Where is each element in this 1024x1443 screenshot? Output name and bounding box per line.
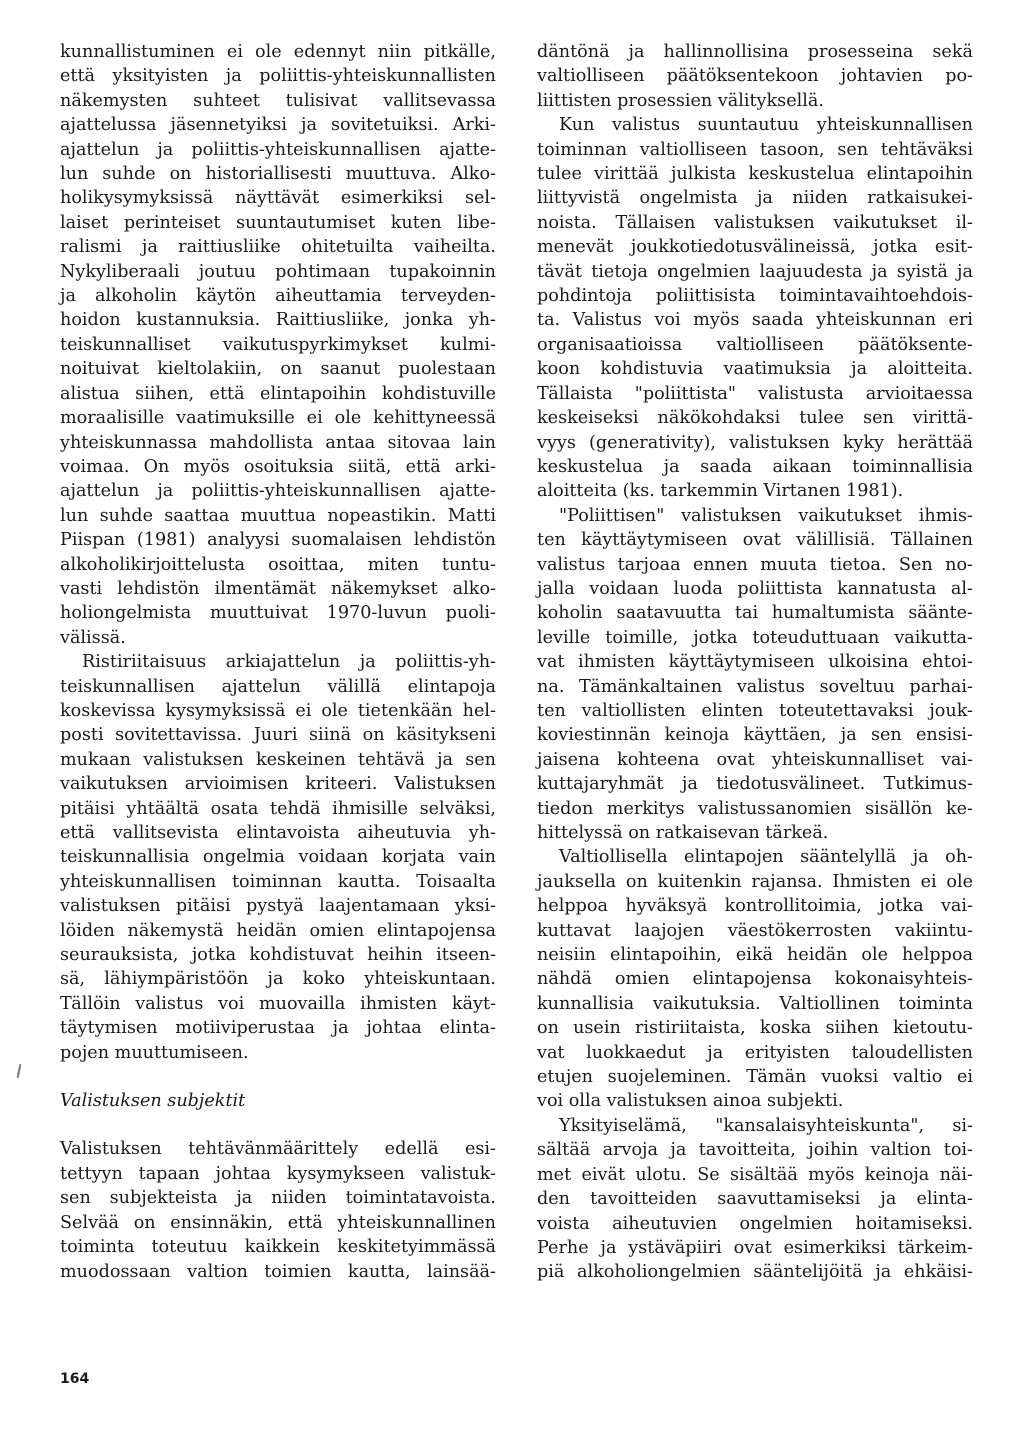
text-line: Perhe ja ystäväpiiri ovat esimerkiksi tärkeim- bbox=[537, 1237, 973, 1258]
text-line: teiskunnallisia ongelmia voidaan korjata vain bbox=[60, 847, 496, 868]
text-line: on usein ristiriitaista, koska siihen kietoutu- bbox=[537, 1018, 973, 1039]
text-line: jalla voidaan luoda poliittista kannatusta al- bbox=[537, 578, 973, 599]
text-line: den tavoitteiden saavuttamiseksi ja elinta- bbox=[537, 1189, 973, 1210]
text-line: Valtiollisella elintapojen sääntelyllä ja oh- bbox=[559, 847, 973, 868]
text-line: ten valtiollisten elinten toteutettavaksi jouk- bbox=[537, 700, 973, 721]
text-line: sen subjekteista ja niiden toimintatavoista. bbox=[60, 1188, 496, 1209]
text-line: jauksella on kuitenkin rajansa. Ihmisten ei ole bbox=[537, 871, 973, 892]
text-line: koholin saatavuutta tai humaltumista säänte- bbox=[537, 603, 973, 624]
text-line: koon kohdistuvia vaatimuksia ja aloitteita. bbox=[537, 359, 973, 380]
text-line: Yksityiselämä, "kansalaisyhteiskunta", si- bbox=[559, 1115, 973, 1136]
text-line: yhteiskunnallisen toiminnan kautta. Toisaalta bbox=[60, 871, 496, 892]
text-line: tiedon merkitys valistussanomien sisällön ke- bbox=[537, 798, 973, 819]
text-line: noista. Tällaisen valistuksen vaikutukset il- bbox=[537, 212, 973, 233]
text-line: valtiolliseen päätöksentekoon johtavien po- bbox=[537, 66, 973, 87]
text-line: toiminta toteutuu kaikkein keskitetyimmässä bbox=[60, 1237, 496, 1258]
text-line: liittisten prosessien välityksellä. bbox=[537, 90, 824, 111]
text-line: Nykyliberaali joutuu pohtimaan tupakoinnin bbox=[60, 261, 496, 282]
text-line: valistuksen pitäisi pystyä laajentamaan yksi- bbox=[60, 896, 496, 917]
text-line: ten käyttäytymiseen ovat välillisiä. Tällainen bbox=[537, 530, 973, 551]
text-line: jaisena kohteena ovat yhteiskunnalliset vai- bbox=[537, 749, 973, 770]
text-line: organisaatioissa valtiolliseen päätöksente- bbox=[537, 334, 973, 355]
right-paragraph-2 bbox=[537, 113, 973, 504]
text-line: alkoholikirjoittelusta osoittaa, miten tuntu- bbox=[60, 554, 496, 575]
text-line: liittyvistä ongelmista ja niiden ratkaisukei- bbox=[537, 188, 973, 209]
text-line: pojen muuttumiseen. bbox=[60, 1042, 249, 1063]
text-line: yhteiskunnassa mahdollista antaa sitovaa lain bbox=[60, 432, 496, 453]
text-line: lun suhde saattaa muuttua nopeastikin. Matti bbox=[60, 505, 496, 526]
text-line: kuttavat laajojen väestökerrosten vakiintu- bbox=[537, 920, 973, 941]
text-line: laiset perinteiset suuntautumiset kuten libe- bbox=[60, 212, 496, 233]
text-line: etujen suojeleminen. Tämän vuoksi valtio ei bbox=[537, 1067, 973, 1088]
text-line: noituivat kieltolakiin, on saanut puolestaan bbox=[60, 359, 496, 380]
text-line: muodossaan valtion toimien kautta, lainsää- bbox=[60, 1261, 496, 1282]
left-paragraph-1 bbox=[60, 40, 496, 650]
text-line: että vallitsevista elintavoista aiheutuvia yh- bbox=[60, 823, 496, 843]
text-line: kunnallistuminen ei ole edennyt niin pitkälle, bbox=[60, 42, 496, 62]
text-line: Tällöin valistus voi muovailla ihmisten käyt- bbox=[60, 993, 496, 1014]
text-line: kunnallisia vaikutuksia. Valtiollinen toiminta bbox=[537, 993, 973, 1014]
text-line: seurauksista, jotka kohdistuvat heihin itseen- bbox=[60, 945, 496, 966]
text-line: ajattelun ja poliittis-yhteiskunnallisen ajatte- bbox=[60, 139, 496, 160]
text-line: na. Tämänkaltainen valistus soveltuu parhai- bbox=[537, 676, 973, 697]
text-line: toiminnan valtiolliseen tasoon, sen tehtäväksi bbox=[537, 139, 973, 160]
text-line: Kun valistus suuntautuu yhteiskunnallisen bbox=[559, 115, 973, 136]
text-line: nähdä omien elintapojensa kokonaisyhteis- bbox=[537, 969, 973, 990]
text-line: vaikutuksen arvioimisen kriteeri. Valistuksen bbox=[60, 774, 496, 795]
right-paragraph-3 bbox=[537, 504, 973, 846]
section-heading: Valistuksen subjektit bbox=[60, 1091, 246, 1112]
text-line: moraalisille vaatimuksille ei ole kehittyneessä bbox=[60, 408, 496, 429]
text-line: että yksityisten ja poliittis-yhteiskunnallisten bbox=[60, 66, 496, 87]
text-line: met eivät ulotu. Se sisältää myös keinoja näi- bbox=[537, 1164, 973, 1185]
left-paragraph-3 bbox=[60, 1137, 496, 1283]
text-line: ja alkoholin käytön aiheuttamia terveyden- bbox=[60, 286, 496, 307]
stray-pen-mark bbox=[17, 1064, 22, 1078]
text-line: teiskunnallisen ajattelun välillä elintapoja bbox=[60, 676, 496, 697]
text-line: voista aiheutuvien ongelmien hoitamiseksi. bbox=[537, 1213, 973, 1234]
text-line: hittelyssä on ratkaisevan tärkeä. bbox=[537, 823, 829, 843]
text-line: lun suhde on historiallisesti muuttuva. Alko- bbox=[60, 164, 496, 185]
text-line: holiongelmista muuttuivat 1970-luvun puoli- bbox=[60, 603, 496, 624]
text-line: vat luokkaedut ja erityisten taloudellisten bbox=[537, 1042, 973, 1063]
text-line: pitäisi yhtäältä osata tehdä ihmisille selväksi, bbox=[60, 798, 496, 819]
text-line: alistua siihen, että elintapoihin kohdistuville bbox=[60, 383, 496, 404]
right-paragraph-1 bbox=[537, 40, 973, 113]
text-line: keskeiseksi näkökohdaksi tulee sen virittä- bbox=[537, 408, 973, 429]
text-line: vasti lehdistön ilmentämät näkemykset alko- bbox=[60, 578, 496, 599]
text-line: koviestinnän keinoja käyttäen, ja sen ensisi- bbox=[537, 725, 973, 746]
text-line: näkemysten suhteet tulisivat vallitsevassa bbox=[60, 90, 496, 111]
text-line: välissä. bbox=[60, 627, 126, 648]
right-column bbox=[537, 40, 973, 1285]
text-line: valistus tarjoaa ennen muuta tietoa. Sen no- bbox=[537, 554, 973, 575]
right-paragraph-5 bbox=[537, 1114, 973, 1285]
text-line: "Poliittisen" valistuksen vaikutukset ihmis- bbox=[559, 505, 973, 526]
text-line: posti sovitettavissa. Juuri siinä on käsitykseni bbox=[60, 725, 496, 746]
text-line: tulee virittää julkista keskustelua elintapoihin bbox=[537, 164, 973, 185]
text-line: hoidon kustannuksia. Raittiusliike, jonka yh- bbox=[60, 310, 496, 331]
text-line: voimaa. On myös osoituksia siitä, että arki- bbox=[60, 456, 496, 477]
left-column bbox=[60, 40, 496, 1284]
text-line: teiskunnalliset vaikutuspyrkimykset kulmi- bbox=[60, 334, 496, 355]
text-line: ralismi ja raittiusliike ohitetuilta vaiheilta. bbox=[60, 237, 496, 258]
right-paragraph-4 bbox=[537, 845, 973, 1113]
text-line: ajattelun ja poliittis-yhteiskunnallisen ajatte- bbox=[60, 481, 496, 502]
text-line: Selvää on ensinnäkin, että yhteiskunnallinen bbox=[60, 1212, 496, 1233]
text-line: koskevissa kysymyksissä ei ole tietenkään hel- bbox=[60, 700, 496, 721]
text-line: Ristiriitaisuus arkiajattelun ja poliittis-yh- bbox=[82, 652, 496, 673]
text-line: helppoa hyväksyä kontrollitoimia, jotka vai- bbox=[537, 896, 973, 917]
text-line: löiden näkemystä heidän omien elintapojensa bbox=[60, 920, 496, 941]
text-line: ajattelussa jäsennetyiksi ja sovitetuiksi. Arki- bbox=[60, 115, 496, 136]
text-line: kuttajaryhmät ja tiedotusvälineet. Tutkimus- bbox=[537, 774, 973, 795]
section-gap-after-heading bbox=[60, 1113, 496, 1137]
text-line: ta. Valistus voi myös saada yhteiskunnan eri bbox=[537, 310, 973, 331]
text-line: tettyyn tapaan johtaa kysymykseen valistuk- bbox=[60, 1163, 496, 1184]
text-line: leville toimille, jotka toteuduttuaan vaikutta- bbox=[537, 627, 973, 648]
text-line: holikysymyksissä näyttävät esimerkiksi sel- bbox=[60, 188, 496, 209]
text-line: neisiin elintapoihin, eikä heidän ole helppoa bbox=[537, 945, 973, 966]
left-paragraph-2 bbox=[60, 650, 496, 1065]
text-line: piä alkoholiongelmien sääntelijöitä ja ehkäisi- bbox=[537, 1262, 973, 1283]
text-line: tävät tietoja ongelmien laajuudesta ja syistä ja bbox=[537, 261, 973, 282]
text-line: sältää arvoja ja tavoitteita, joihin valtion toi- bbox=[537, 1140, 973, 1161]
text-line: täytymisen motiiviperustaa ja johtaa elinta- bbox=[60, 1018, 496, 1039]
section-gap-before-heading bbox=[60, 1065, 496, 1089]
text-line: vyys (generativity), valistuksen kyky herättää bbox=[537, 432, 973, 453]
text-line: aloitteita (ks. tarkemmin Virtanen 1981). bbox=[537, 481, 904, 502]
text-line: Tällaista "poliittista" valistusta arvioitaessa bbox=[537, 383, 973, 404]
text-line: vat ihmisten käyttäytymiseen ulkoisina ehtoi- bbox=[537, 652, 973, 673]
text-line: sä, lähiympäristöön ja koko yhteiskuntaan. bbox=[60, 969, 496, 990]
text-line: mukaan valistuksen keskeinen tehtävä ja sen bbox=[60, 749, 496, 770]
text-line: däntönä ja hallinnollisina prosesseina sekä bbox=[537, 42, 973, 62]
text-line: menevät joukkotiedotusvälineissä, jotka esit- bbox=[537, 237, 973, 258]
page-number: 164 bbox=[60, 1371, 90, 1387]
text-line: Piispan (1981) analyysi suomalaisen lehdistön bbox=[60, 530, 496, 551]
text-line: keskustelua ja saada aikaan toiminnallisia bbox=[537, 456, 973, 477]
text-line: pohdintoja poliittisista toimintavaihtoehdois- bbox=[537, 286, 973, 307]
text-line: Valistuksen tehtävänmäärittely edellä esi- bbox=[60, 1139, 496, 1160]
text-line: voi olla valistuksen ainoa subjekti. bbox=[537, 1091, 844, 1112]
